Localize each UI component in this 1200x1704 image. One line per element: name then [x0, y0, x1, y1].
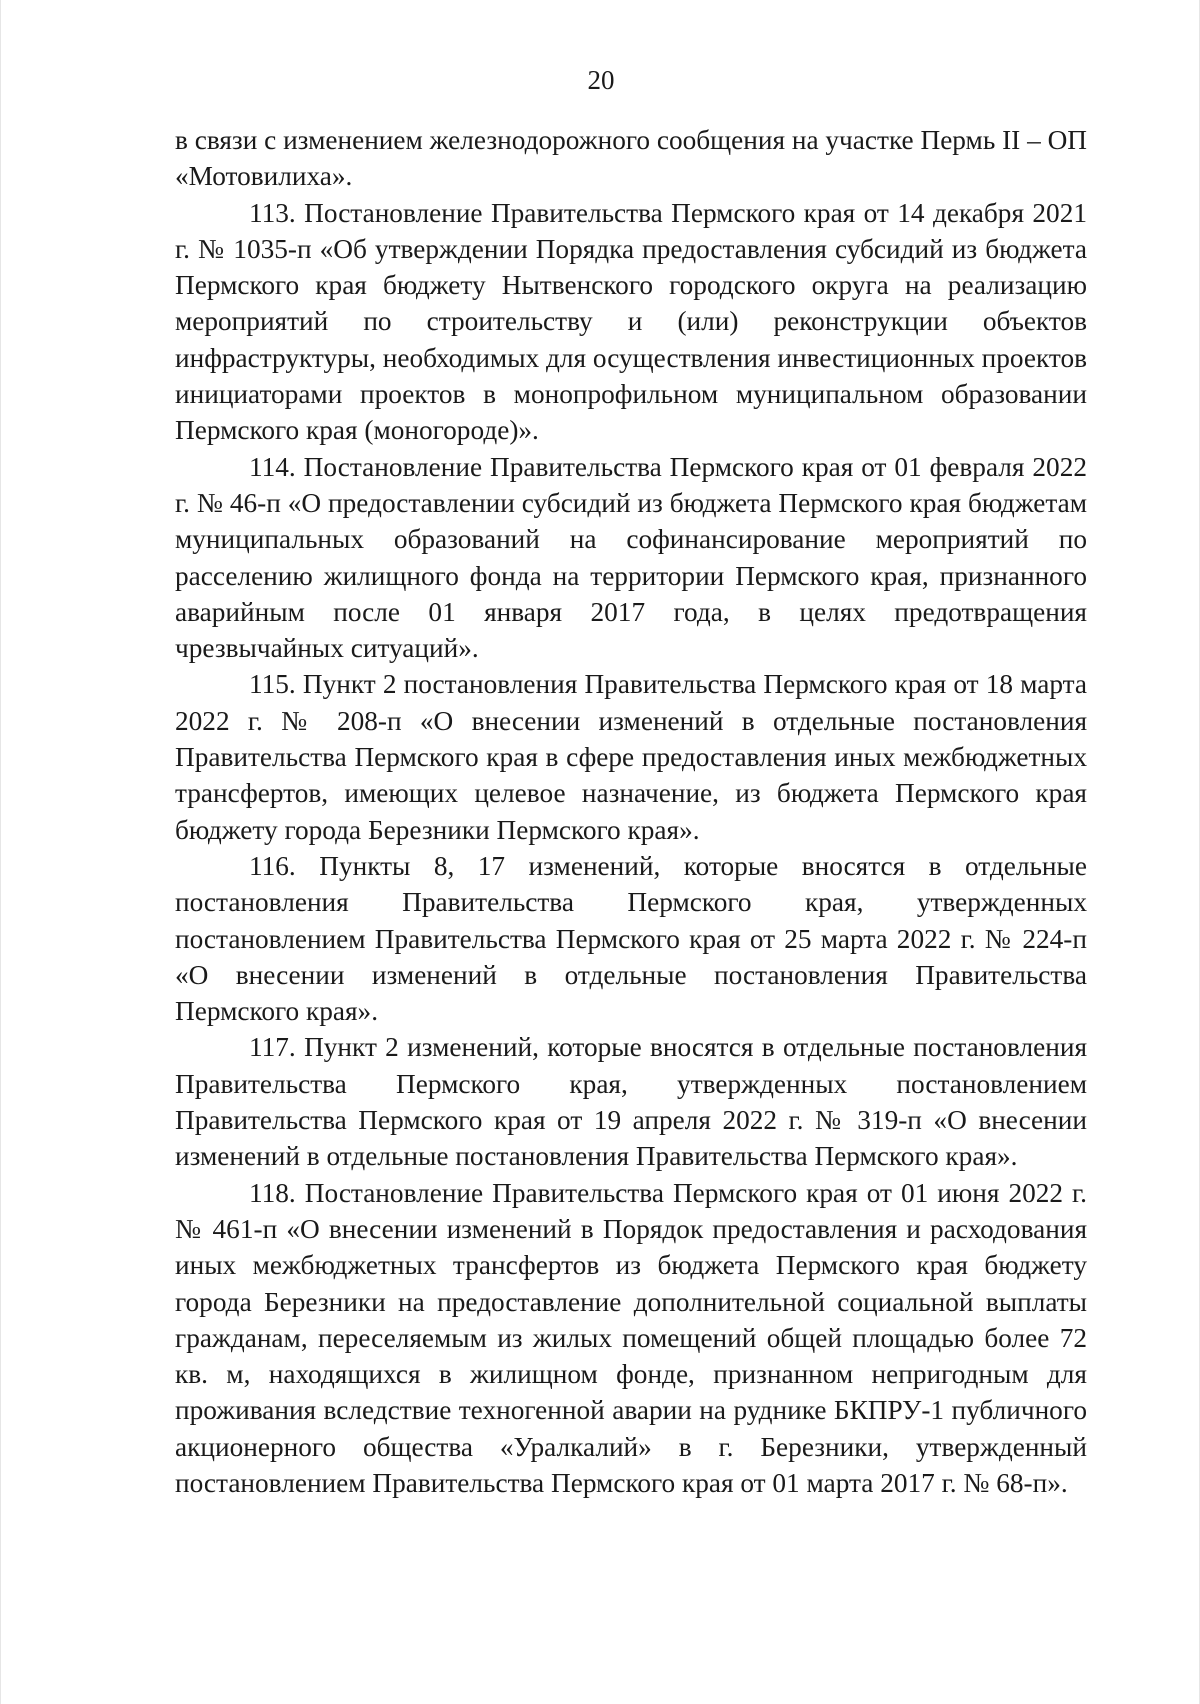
paragraph-item-117: 117. Пункт 2 изменений, которые вносятся в отдельные постановления Правительства Пермского края, утвержденных постановлением Правительства Пермского края от 19 апреля 2022 г. № 319-п «О внесении изменений в отдельные постановления Правительства Пермского края».	[175, 1032, 1087, 1172]
page-number: 20	[587, 65, 615, 95]
paragraph-item-118: 118. Постановление Правительства Пермского края от 01 июня 2022 г. № 461-п «О внесении изменений в Порядок предоставления и расходования иных межбюджетных трансфертов из бюджета Пермского края бюджету города Березники на предоставление дополнительной социальной выплаты гражданам, переселяемым из жилых помещений общей площадью более 72 кв. м, находящихся в жилищном фонде, признанном непригодным для проживания вследствие техногенной аварии на руднике БКПРУ-1 публичного акционерного общества «Уралкалий» в г. Березники, утвержденный постановлением Правительства Пермского края от 01 марта 2017 г. № 68-п».	[175, 1177, 1087, 1498]
paragraph-item-114: 114. Постановление Правительства Пермского края от 01 февраля 2022 г. № 46-п «О предоставлении субсидий из бюджета Пермского края бюджетам муниципальных образований на софинансирование мероприятий по расселению жилищного фонда на территории Пермского края, признанного аварийным после 01 января 2017 года, в целях предотвращения чрезвычайных ситуаций».	[175, 451, 1087, 664]
paragraph-item-116: 116. Пункты 8, 17 изменений, которые вносятся в отдельные постановления Правительства Пермского края, утвержденных постановлением Правительства Пермского края от 25 марта 2022 г. № 224-п «О внесении изменений в отдельные постановления Правительства Пермского края».	[175, 850, 1087, 1027]
paragraph-item-115: 115. Пункт 2 постановления Правительства Пермского края от 18 марта 2022 г. № 208-п «О внесении изменений в отдельные постановления Правительства Пермского края в сфере предоставления иных межбюджетных трансфертов, имеющих целевое назначение, из бюджета Пермского края бюджету города Березники Пермского края».	[175, 669, 1087, 845]
document-body	[175, 122, 1087, 1501]
paragraph-item-113: 113. Постановление Правительства Пермского края от 14 декабря 2021 г. № 1035-п «Об утверждении Порядка предоставления субсидий из бюджета Пермского края бюджету Нытвенского городского округа на реализацию мероприятий по строительству и (или) реконструкции объектов инфраструктуры, необходимых для осуществления инвестиционных проектов инициаторами проектов в монопрофильном муниципальном образовании Пермского края (моногороде)».	[175, 197, 1088, 446]
paragraph-continuation: в связи с изменением железнодорожного сообщения на участке Пермь II – ОП «Мотовилиха».	[175, 125, 1087, 192]
